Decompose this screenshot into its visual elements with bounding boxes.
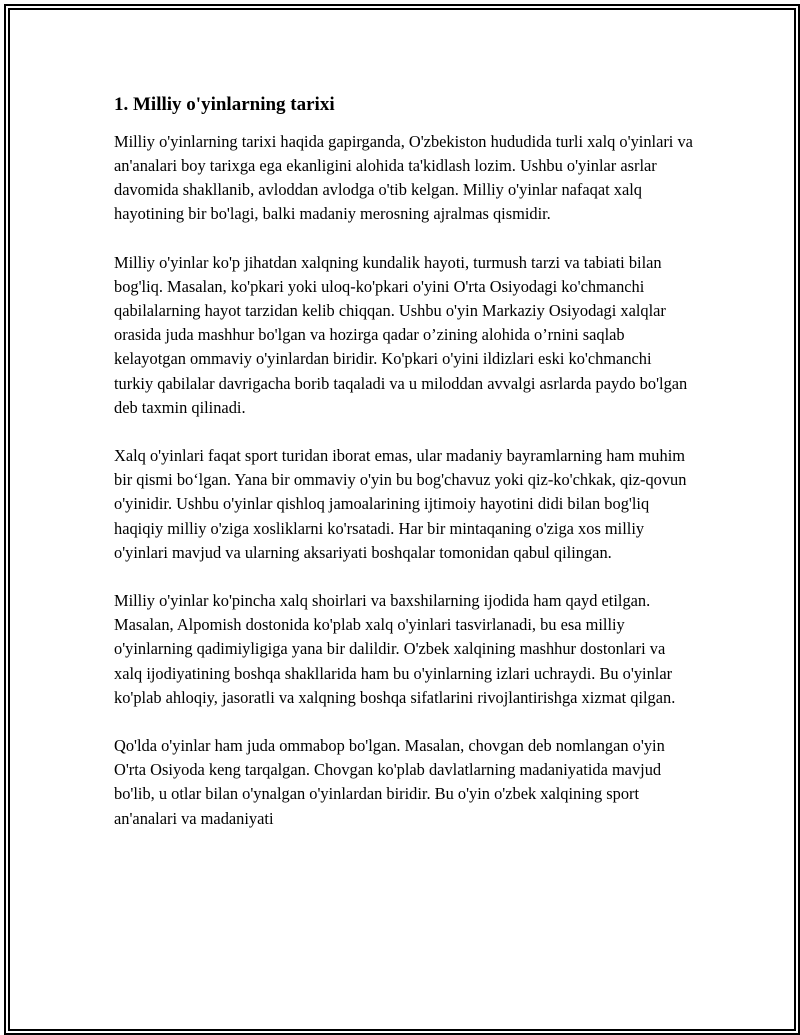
paragraph-5: Qo'lda o'yinlar ham juda ommabop bo'lgan. Masalan, chovgan deb nomlangan o'yin O'rta Osiyoda keng tarqalgan. Chovgan ko'plab davlatlarning madaniyatida mavjud bo'lib, u otlar bilan o'ynalgan o'yinlardan biridir. Bu o'yin o'zbek xalqining sport an'analari va madaniyati (114, 735, 665, 828)
paragraph-3: Xalq o'yinlari faqat sport turidan iborat emas, ular madaniy bayramlarning ham muhim bir qismi bo‘lgan. Yana bir ommaviy o'yin bu bog'chavuz yoki qiz-ko'chkak, qiz-qovun o'yinidir. Ushbu o'yinlar qishloq jamoalarining ijtimoiy hayotini didi bilan bog'liq haqiqiy milliy o'ziga xosliklarni ko'rsatadi. Har bir mintaqaning o'ziga xos milliy o'yinlari mavjud va ularning aksariyati boshqalar tomonidan qabul qilingan. (114, 445, 687, 562)
section-heading: 1. Milliy o'yinlarning tarixi (114, 94, 335, 115)
paragraph-2: Milliy o'yinlar ko'p jihatdan xalqning kundalik hayoti, turmush tarzi va tabiati bilan bog'liq. Masalan, ko'pkari yoki uloq-ko'pkari o'yini O'rta Osiyodagi ko'chmanchi qabilalarning hayot tarzidan kelib chiqqan. Ushbu o'yin Markaziy Osiyodagi xalqlar orasida juda mashhur bo'lgan va hozirga qadar o’zining alohida o’rnini saqlab kelayotgan ommaviy o'yinlardan biridir. Ko'pkari o'yini ildizlari eski ko'chmanchi turkiy qabilalar davrigacha borib taqaladi va u miloddan avvalgi asrlarda paydo bo'lgan deb taxmin qilinadi. (114, 252, 688, 417)
paragraph-4: Milliy o'yinlar ko'pincha xalq shoirlari va baxshilarning ijodida ham qayd etilgan. Masalan, Alpomish dostonida ko'plab xalq o'yinlari tasvirlanadi, bu esa milliy o'yinlarning qadimiyligiga yana bir dalildir. O'zbek xalqining mashhur dostonlari va xalq ijodiyatining boshqa shakllarida ham bu o'yinlarning izlari uchraydi. Bu o'yinlar ko'plab ahloqiy, jasoratli va xalqning boshqa sifatlarini rivojlantirishga xizmat qilgan. (114, 590, 676, 707)
paragraph-1: Milliy o'yinlarning tarixi haqida gapirganda, O'zbekiston hududida turli xalq o'yinlari va an'analari boy tarixga ega ekanligini alohida ta'kidlash lozim. Ushbu o'yinlar asrlar davomida shakllanib, avloddan avlodga o'tib kelgan. Milliy o'yinlar nafaqat xalq hayotining bir bo'lagi, balki madaniy merosning ajralmas qismidir. (114, 131, 693, 224)
document-body (114, 93, 694, 855)
